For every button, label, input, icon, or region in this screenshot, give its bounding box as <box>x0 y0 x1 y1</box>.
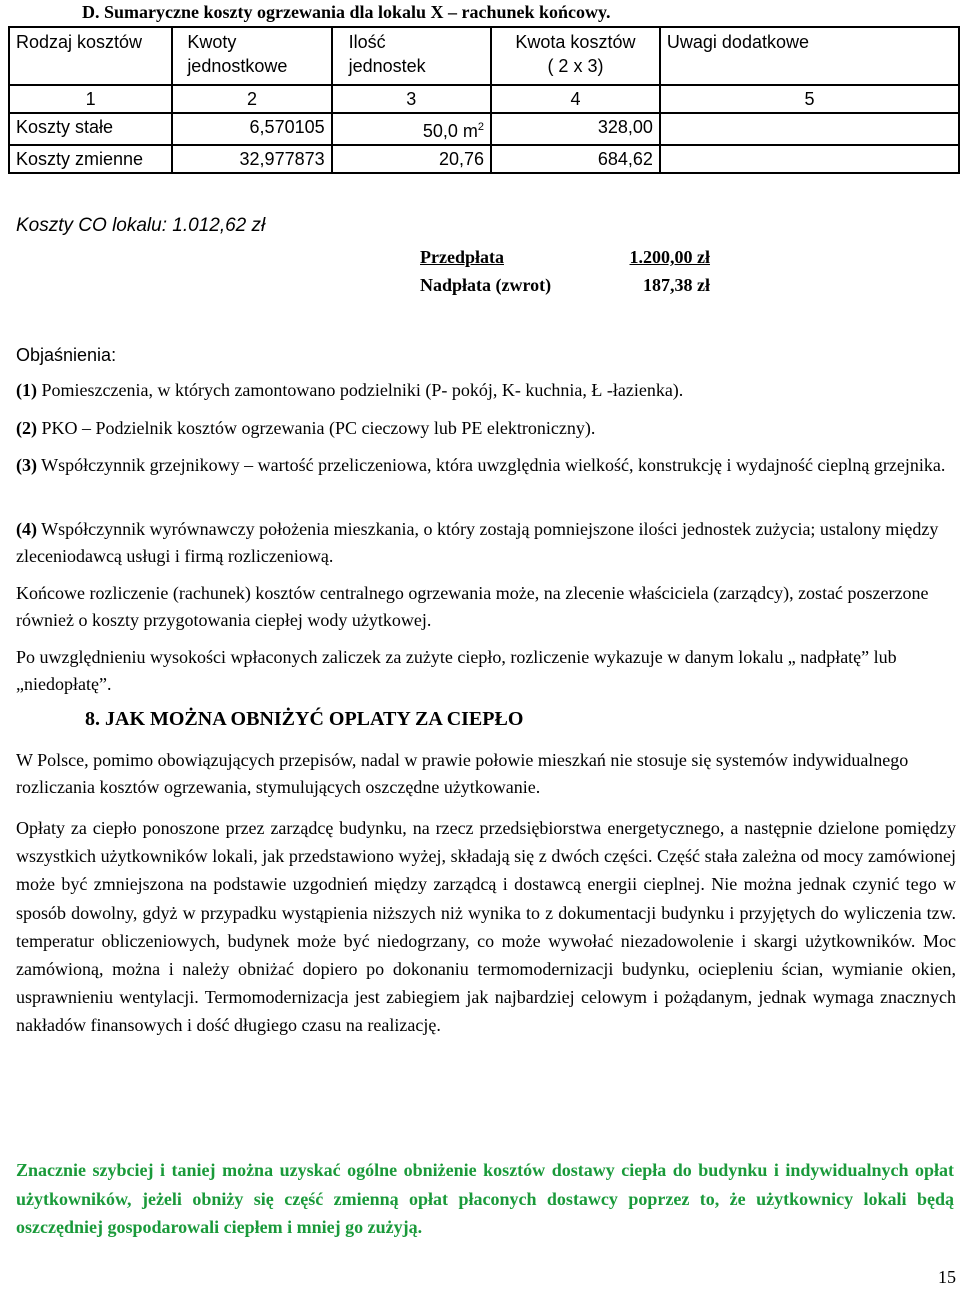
unit-amount-cell: 32,977873 <box>172 145 331 173</box>
explanation-item-4: (4) Współczynnik wyrównawczy położenia mieszkania, o który zostają pomniejszone ilości jednostek zużycia; ustalony między zleceniodawcą usługi i firmą rozliczeniową. <box>16 519 939 566</box>
explanation-item-3: (3) Współczynnik grzejnikowy – wartość przeliczeniowa, która uwzględnia wielkość, konstrukcję i wydajność cieplną grzejnika. <box>16 455 946 475</box>
prepayment-value: 1.200,00 zł <box>629 247 710 267</box>
cost-amount-cell: 684,62 <box>491 145 660 173</box>
explanation-item-1: (1) Pomieszczenia, w których zamontowano podzielniki (P- pokój, K- kuchnia, Ł -łazienka). <box>16 380 684 400</box>
notes-cell <box>660 113 959 145</box>
column-number: 1 <box>9 85 172 113</box>
header-notes: Uwagi dodatkowe <box>660 27 959 85</box>
advance-payment-paragraph: Po uwzględnieniu wysokości wpłaconych zaliczek za zużyte ciepło, rozliczenie wykazuje w danym lokalu „ nadpłatę” lub „niedopłatę”. <box>16 647 897 694</box>
explanations-title: Objaśnienia: <box>16 345 117 365</box>
unit-count-cell: 50,0 $m^2$ <box>332 113 491 145</box>
fees-paragraph: Opłaty za ciepło ponoszone przez zarządcę budynku, na rzecz przedsiębiorstwa energetycznego, a następnie dzielone pomiędzy wszystkich użytkowników lokali, jak przedstawiono wyżej, składają się z dwóch części. Część stała zależna od mocy zamówionej może być zmniejszona na podstawie uzgodnień między zarządcą i dostawcą energii cieplnej. Nie można jednak czynić tego w sposób dowolny, gdyż w przypadku wystąpienia niższych niż wynika to z dokumentacji budynku i przyjętych do wyliczenia tzw. temperatur obliczeniowych, budynek może być niedogrzany, co może wywołać niezadowolenie i skargi użytkowników. Moc zamówioną, można i należy obniżać dopiero po dokonaniu termomodernizacji budynku, ociepleniu ścian, wymianie okien, usprawnieniu wentylacji. Termomodernizacja jest zabiegiem jak najbardziej celowym i pożądanym, jednak wymaga znacznych nakładów finansowych i dość długiego czasu na realizację. <box>16 818 956 1036</box>
column-number: 4 <box>491 85 660 113</box>
green-highlight-paragraph: Znacznie szybciej i taniej można uzyskać ogólne obniżenie kosztów dostawy ciepła do budynku i indywidualnych opłat użytkowników, jeżeli obniży się część zmienną opłat płaconych dostawcy poprzez to, że użytkownicy lokali będą oszczędniej gospodarowali ciepłem i mniej go zużyją. <box>16 1160 954 1237</box>
final-bill-paragraph: Końcowe rozliczenie (rachunek) kosztów centralnego ogrzewania może, na zlecenie właściciela (zarządcy), zostać poszerzone również o koszty przygotowania ciepłej wody użytkowej. <box>16 583 929 630</box>
section-heading: 8. JAK MOŻNA OBNIŻYĆ OPLATY ZA CIEPŁO <box>85 708 524 730</box>
header-unit-amounts: Kwoty jednostkowe <box>172 27 331 85</box>
overpayment-value: 187,38 zł <box>643 275 710 295</box>
table-row <box>9 113 959 145</box>
costs-table <box>8 26 960 174</box>
explanation-item-2: (2) PKO – Podzielnik kosztów ogrzewania (PC cieczowy lub PE elektroniczny). <box>16 418 596 438</box>
cost-type-cell: Koszty stałe <box>9 113 172 145</box>
table-header-row <box>9 27 959 85</box>
unit-count-cell: 20,76 <box>332 145 491 173</box>
section-title: D. Sumaryczne koszty ogrzewania dla lokalu X – rachunek końcowy. <box>82 2 611 22</box>
column-number: 3 <box>332 85 491 113</box>
header-cost-type: Rodzaj kosztów <box>9 27 172 85</box>
column-number: 2 <box>172 85 331 113</box>
table-row <box>9 145 959 173</box>
cost-type-cell: Koszty zmienne <box>9 145 172 173</box>
page-number: 15 <box>938 1267 956 1287</box>
total-cost-line: Koszty CO lokalu: 1.012,62 zł <box>16 215 266 236</box>
header-cost-amount: Kwota kosztów ( 2 x 3) <box>491 27 660 85</box>
notes-cell <box>660 145 959 173</box>
unit-amount-cell: 6,570105 <box>172 113 331 145</box>
cost-amount-cell: 328,00 <box>491 113 660 145</box>
header-unit-count: Ilość jednostek <box>332 27 491 85</box>
column-number: 5 <box>660 85 959 113</box>
table-number-row <box>9 85 959 113</box>
poland-paragraph: W Polsce, pomimo obowiązujących przepisów, nadal w prawie połowie mieszkań nie stosuje się systemów indywidualnego rozliczania kosztów ogrzewania, stymulujących oszczędne użytkowanie. <box>16 750 909 797</box>
prepayment-label: Przedpłata <box>420 247 504 267</box>
overpayment-label: Nadpłata (zwrot) <box>420 275 552 295</box>
